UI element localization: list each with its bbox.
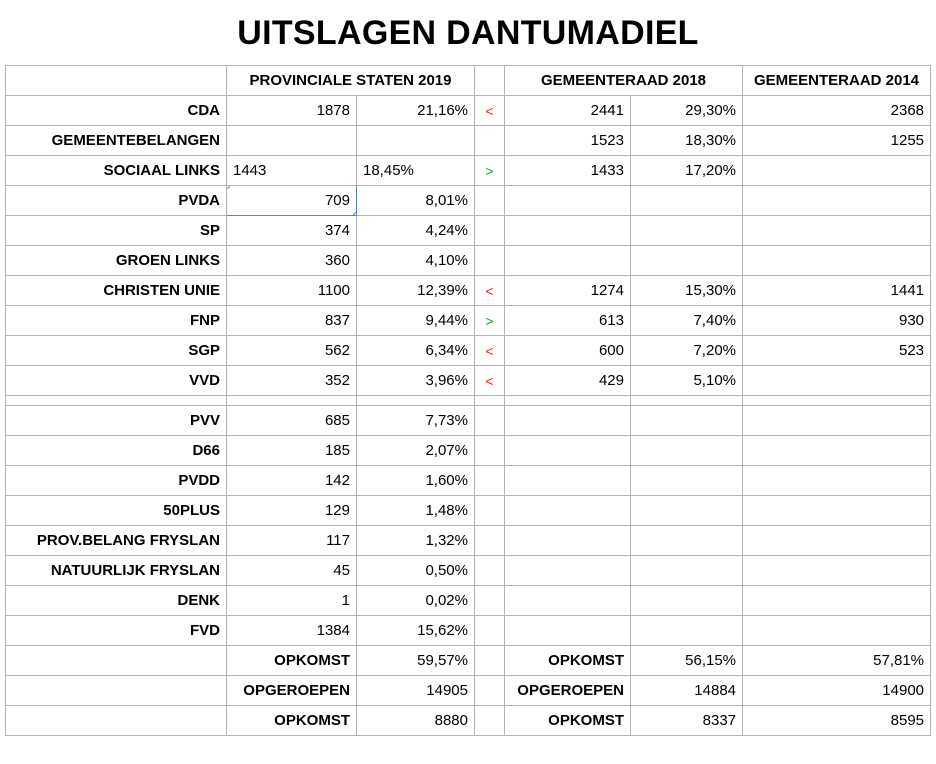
gr2018-votes-cell[interactable] <box>505 406 631 436</box>
party-name-cell[interactable]: 50PLUS <box>6 496 227 526</box>
gr2018-percentage-cell[interactable] <box>631 436 743 466</box>
party-name-cell[interactable]: CDA <box>6 96 227 126</box>
table-row <box>6 526 931 556</box>
gr2014-votes-cell[interactable] <box>743 156 931 186</box>
party-name-cell[interactable]: GEMEENTEBELANGEN <box>6 126 227 156</box>
gr2014-summary-value[interactable]: 8595 <box>743 706 931 736</box>
comparison-cell[interactable] <box>475 406 505 436</box>
ps2019-percentage-cell[interactable]: 8,01% <box>357 186 475 216</box>
party-name-cell[interactable]: FNP <box>6 306 227 336</box>
table-row <box>6 466 931 496</box>
ps2019-votes-cell[interactable]: 360 <box>227 246 357 276</box>
table-row <box>6 126 931 156</box>
ps2019-percentage-cell[interactable]: 2,07% <box>357 436 475 466</box>
table-row <box>6 366 931 396</box>
ps2019-votes-cell[interactable]: 837 <box>227 306 357 336</box>
summary-row <box>6 706 931 736</box>
party-name-cell[interactable]: PVV <box>6 406 227 436</box>
comparison-cell[interactable] <box>475 436 505 466</box>
comparison-cell[interactable]: < <box>475 276 505 306</box>
gr2014-votes-cell[interactable]: 930 <box>743 306 931 336</box>
gr2014-votes-cell[interactable] <box>743 186 931 216</box>
ps2019-votes-cell[interactable]: 1 <box>227 586 357 616</box>
ps2019-percentage-cell[interactable]: 1,60% <box>357 466 475 496</box>
party-name-cell[interactable]: NATUURLIJK FRYSLAN <box>6 556 227 586</box>
spacer-cell[interactable] <box>357 396 475 406</box>
comparison-cell[interactable] <box>475 526 505 556</box>
gr2018-votes-cell[interactable]: 600 <box>505 336 631 366</box>
table-row <box>6 336 931 366</box>
ps2019-percentage-cell[interactable]: 9,44% <box>357 306 475 336</box>
gr2014-votes-cell[interactable] <box>743 616 931 646</box>
party-name-cell[interactable]: VVD <box>6 366 227 396</box>
spacer-cell[interactable] <box>6 396 227 406</box>
gr2014-votes-cell[interactable] <box>743 496 931 526</box>
gr2018-votes-cell[interactable]: 1274 <box>505 276 631 306</box>
gr2018-percentage-cell[interactable]: 15,30% <box>631 276 743 306</box>
gr2018-summary-value[interactable]: 14884 <box>631 676 743 706</box>
ps2019-votes-cell[interactable]: 45 <box>227 556 357 586</box>
header-compare-cell[interactable] <box>475 66 505 96</box>
gr2014-votes-cell[interactable] <box>743 586 931 616</box>
party-name-cell[interactable]: SP <box>6 216 227 246</box>
party-name-cell[interactable]: GROEN LINKS <box>6 246 227 276</box>
header-provinciale-staten-2019[interactable]: PROVINCIALE STATEN 2019 <box>227 66 475 96</box>
summary-blank-cell[interactable] <box>6 646 227 676</box>
gr2018-percentage-cell[interactable]: 7,40% <box>631 306 743 336</box>
ps2019-votes-cell[interactable]: 142 <box>227 466 357 496</box>
comparison-cell[interactable] <box>475 616 505 646</box>
comparison-cell[interactable] <box>475 556 505 586</box>
gr2018-votes-cell[interactable] <box>505 496 631 526</box>
party-name-cell[interactable]: D66 <box>6 436 227 466</box>
ps2019-percentage-cell[interactable]: 4,10% <box>357 246 475 276</box>
gr2018-votes-cell[interactable]: 613 <box>505 306 631 336</box>
summary-blank-cell[interactable] <box>6 676 227 706</box>
gr2018-votes-cell[interactable]: 1433 <box>505 156 631 186</box>
ps2019-votes-cell[interactable]: 685 <box>227 406 357 436</box>
gr2018-percentage-cell[interactable] <box>631 556 743 586</box>
comparison-cell[interactable]: > <box>475 306 505 336</box>
results-table <box>5 65 931 736</box>
gr2018-percentage-cell[interactable] <box>631 466 743 496</box>
gr2014-votes-cell[interactable] <box>743 466 931 496</box>
table-row <box>6 216 931 246</box>
gr2014-votes-cell[interactable] <box>743 216 931 246</box>
party-name-cell[interactable]: SGP <box>6 336 227 366</box>
ps2019-percentage-cell[interactable]: 18,45% <box>357 156 475 186</box>
gr2018-summary-label[interactable]: OPGEROEPEN <box>505 676 631 706</box>
ps2019-percentage-cell[interactable]: 0,02% <box>357 586 475 616</box>
spacer-cell[interactable] <box>631 396 743 406</box>
gr2018-votes-cell[interactable] <box>505 216 631 246</box>
gr2014-votes-cell[interactable] <box>743 556 931 586</box>
gr2018-summary-value[interactable]: 8337 <box>631 706 743 736</box>
party-name-cell[interactable]: DENK <box>6 586 227 616</box>
comparison-cell[interactable] <box>475 496 505 526</box>
ps2019-percentage-cell[interactable]: 21,16% <box>357 96 475 126</box>
ps2019-votes-cell[interactable]: 1384 <box>227 616 357 646</box>
table-row <box>6 406 931 436</box>
selected-cell[interactable]: 709 <box>227 186 357 216</box>
summary-compare-blank[interactable] <box>475 706 505 736</box>
gr2018-summary-value[interactable]: 56,15% <box>631 646 743 676</box>
gr2018-votes-cell[interactable] <box>505 556 631 586</box>
party-name-cell[interactable]: PVDA <box>6 186 227 216</box>
gr2018-votes-cell[interactable] <box>505 246 631 276</box>
summary-row <box>6 646 931 676</box>
ps2019-summary-value[interactable]: 59,57% <box>357 646 475 676</box>
gr2018-percentage-cell[interactable] <box>631 216 743 246</box>
table-row <box>6 496 931 526</box>
gr2018-summary-label[interactable]: OPKOMST <box>505 646 631 676</box>
comparison-cell[interactable] <box>475 126 505 156</box>
table-row <box>6 436 931 466</box>
gr2018-percentage-cell[interactable] <box>631 246 743 276</box>
header-row <box>6 66 931 96</box>
comparison-cell[interactable] <box>475 186 505 216</box>
ps2019-votes-cell[interactable]: 562 <box>227 336 357 366</box>
gr2014-votes-cell[interactable]: 1441 <box>743 276 931 306</box>
ps2019-percentage-cell[interactable]: 0,50% <box>357 556 475 586</box>
gr2018-percentage-cell[interactable] <box>631 186 743 216</box>
gr2018-percentage-cell[interactable]: 18,30% <box>631 126 743 156</box>
gr2014-summary-value[interactable]: 57,81% <box>743 646 931 676</box>
ps2019-percentage-cell[interactable]: 12,39% <box>357 276 475 306</box>
ps2019-summary-label[interactable]: OPGEROEPEN <box>227 676 357 706</box>
gr2014-votes-cell[interactable]: 523 <box>743 336 931 366</box>
party-name-cell[interactable]: FVD <box>6 616 227 646</box>
summary-blank-cell[interactable] <box>6 706 227 736</box>
page-title: UITSLAGEN DANTUMADIEL <box>237 14 699 52</box>
party-name-cell[interactable]: PVDD <box>6 466 227 496</box>
gr2018-votes-cell[interactable] <box>505 616 631 646</box>
gr2018-percentage-cell[interactable] <box>631 406 743 436</box>
gr2018-percentage-cell[interactable]: 29,30% <box>631 96 743 126</box>
comparison-cell[interactable]: > <box>475 156 505 186</box>
ps2019-percentage-cell[interactable]: 4,24% <box>357 216 475 246</box>
gr2018-votes-cell[interactable] <box>505 186 631 216</box>
gr2014-votes-cell[interactable] <box>743 436 931 466</box>
ps2019-votes-cell[interactable] <box>227 126 357 156</box>
table-row <box>6 96 931 126</box>
ps2019-votes-cell[interactable]: 117 <box>227 526 357 556</box>
ps2019-votes-cell[interactable]: 1100 <box>227 276 357 306</box>
header-blank-cell[interactable] <box>6 66 227 96</box>
gr2018-percentage-cell[interactable] <box>631 526 743 556</box>
ps2019-percentage-cell[interactable]: 1,48% <box>357 496 475 526</box>
summary-compare-blank[interactable] <box>475 676 505 706</box>
table-row <box>6 616 931 646</box>
ps2019-percentage-cell[interactable]: 1,32% <box>357 526 475 556</box>
comparison-cell[interactable] <box>475 466 505 496</box>
gr2018-percentage-cell[interactable]: 7,20% <box>631 336 743 366</box>
comparison-cell[interactable]: < <box>475 366 505 396</box>
gr2014-summary-value[interactable]: 14900 <box>743 676 931 706</box>
comparison-cell[interactable] <box>475 216 505 246</box>
party-name-cell[interactable]: CHRISTEN UNIE <box>6 276 227 306</box>
gr2018-votes-cell[interactable]: 1523 <box>505 126 631 156</box>
header-gemeenteraad-2018[interactable]: GEMEENTERAAD 2018 <box>505 66 743 96</box>
ps2019-summary-label[interactable]: OPKOMST <box>227 646 357 676</box>
spacer-cell[interactable] <box>743 396 931 406</box>
ps2019-percentage-cell[interactable]: 15,62% <box>357 616 475 646</box>
gr2014-votes-cell[interactable]: 2368 <box>743 96 931 126</box>
gr2014-votes-cell[interactable] <box>743 246 931 276</box>
gr2018-votes-cell[interactable]: 429 <box>505 366 631 396</box>
spacer-cell[interactable] <box>227 396 357 406</box>
gr2018-percentage-cell[interactable] <box>631 616 743 646</box>
table-row <box>6 556 931 586</box>
party-name-cell[interactable]: PROV.BELANG FRYSLAN <box>6 526 227 556</box>
ps2019-percentage-cell[interactable]: 3,96% <box>357 366 475 396</box>
table-row <box>6 186 931 216</box>
table-row <box>6 156 931 186</box>
ps2019-votes-cell[interactable]: 352 <box>227 366 357 396</box>
spacer-cell[interactable] <box>505 396 631 406</box>
ps2019-summary-value[interactable]: 14905 <box>357 676 475 706</box>
selection-handle[interactable] <box>353 212 357 216</box>
spacer-cell[interactable] <box>475 396 505 406</box>
ps2019-summary-label[interactable]: OPKOMST <box>227 706 357 736</box>
spacer-row <box>6 396 931 406</box>
gr2018-percentage-cell[interactable]: 17,20% <box>631 156 743 186</box>
summary-row <box>6 676 931 706</box>
ps2019-summary-value[interactable]: 8880 <box>357 706 475 736</box>
gr2018-percentage-cell[interactable] <box>631 586 743 616</box>
selection-handle[interactable] <box>227 186 231 190</box>
gr2018-votes-cell[interactable] <box>505 586 631 616</box>
gr2018-percentage-cell[interactable] <box>631 496 743 526</box>
gr2014-votes-cell[interactable] <box>743 526 931 556</box>
ps2019-votes-cell[interactable]: 129 <box>227 496 357 526</box>
gr2018-votes-cell[interactable] <box>505 436 631 466</box>
ps2019-percentage-cell[interactable]: 6,34% <box>357 336 475 366</box>
gr2018-votes-cell[interactable] <box>505 466 631 496</box>
header-gemeenteraad-2014[interactable]: GEMEENTERAAD 2014 <box>743 66 931 96</box>
ps2019-percentage-cell[interactable]: 7,73% <box>357 406 475 436</box>
ps2019-votes-cell[interactable]: 374 <box>227 216 357 246</box>
gr2014-votes-cell[interactable] <box>743 366 931 396</box>
ps2019-votes-cell[interactable]: 1878 <box>227 96 357 126</box>
comparison-cell[interactable] <box>475 246 505 276</box>
table-row <box>6 586 931 616</box>
ps2019-percentage-cell[interactable] <box>357 126 475 156</box>
comparison-cell[interactable]: < <box>475 96 505 126</box>
gr2018-votes-cell[interactable]: 2441 <box>505 96 631 126</box>
comparison-cell[interactable] <box>475 586 505 616</box>
summary-compare-blank[interactable] <box>475 646 505 676</box>
gr2014-votes-cell[interactable]: 1255 <box>743 126 931 156</box>
gr2018-percentage-cell[interactable]: 5,10% <box>631 366 743 396</box>
party-name-cell[interactable]: SOCIAAL LINKS <box>6 156 227 186</box>
table-row <box>6 246 931 276</box>
comparison-cell[interactable]: < <box>475 336 505 366</box>
ps2019-votes-cell[interactable]: 185 <box>227 436 357 466</box>
table-row <box>6 306 931 336</box>
table-row <box>6 276 931 306</box>
gr2014-votes-cell[interactable] <box>743 406 931 436</box>
gr2018-votes-cell[interactable] <box>505 526 631 556</box>
ps2019-votes-cell[interactable]: 1443 <box>227 156 357 186</box>
gr2018-summary-label[interactable]: OPKOMST <box>505 706 631 736</box>
